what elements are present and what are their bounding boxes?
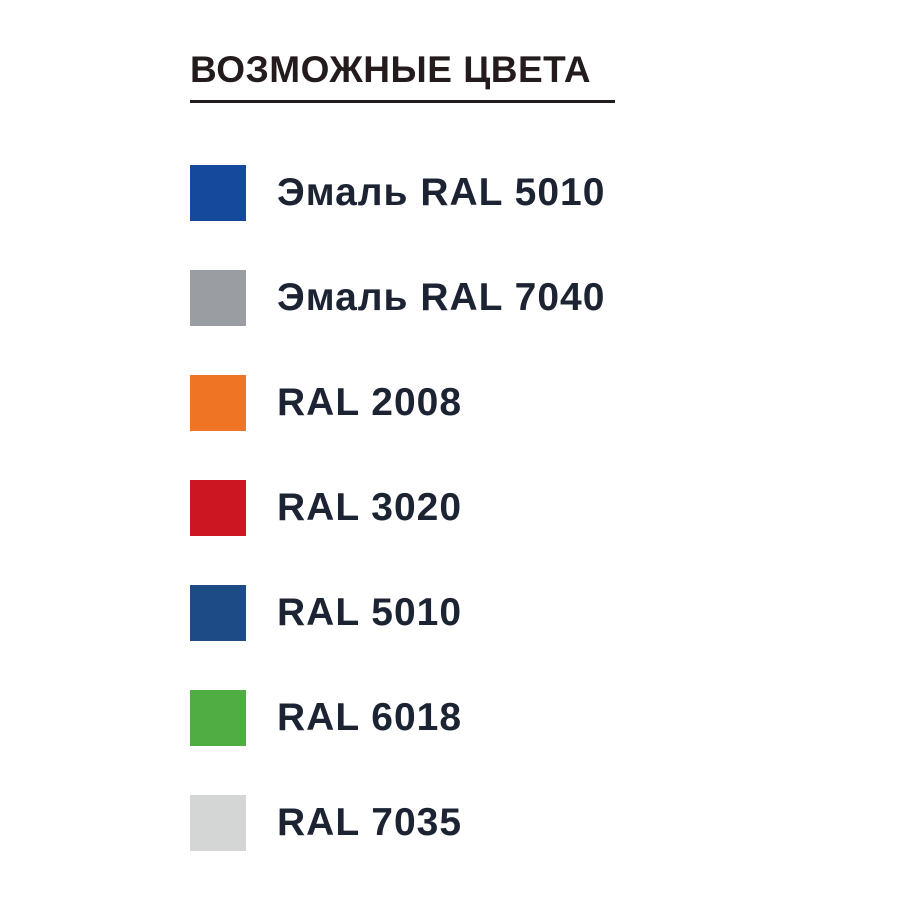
legend-row-ral-5010 [190,585,900,641]
color-label: RAL 6018 [277,695,463,739]
color-label: Эмаль RAL 7040 [277,275,606,319]
color-swatch [190,585,246,641]
page-title: ВОЗМОЖНЫЕ ЦВЕТА [190,50,615,103]
legend-row-ral-7035 [190,795,900,851]
legend-row-ral-3020 [190,480,900,536]
color-label: RAL 5010 [277,590,463,634]
color-swatch [190,270,246,326]
color-label: RAL 7035 [277,800,463,844]
color-label: RAL 3020 [277,485,463,529]
legend-row-ral-6018 [190,690,900,746]
color-swatch [190,480,246,536]
color-legend [190,165,900,851]
color-swatch [190,795,246,851]
legend-row-ral-2008 [190,375,900,431]
legend-row-ral-5010-enamel [190,165,900,221]
color-swatch [190,165,246,221]
color-label: Эмаль RAL 5010 [277,170,606,214]
legend-row-ral-7040-enamel [190,270,900,326]
color-label: RAL 2008 [277,380,463,424]
color-swatch [190,690,246,746]
color-swatch [190,375,246,431]
